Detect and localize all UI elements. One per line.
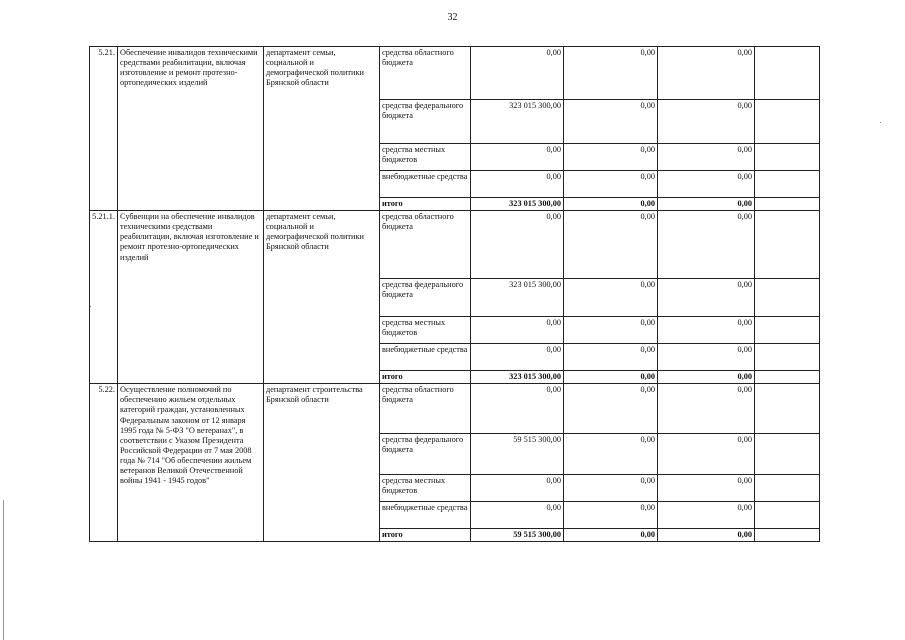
funding-source: внебюджетные средства	[380, 344, 471, 371]
funding-source: средства федерального бюджета	[380, 100, 471, 144]
empty-cell	[755, 434, 820, 475]
section-executor: департамент строительства Брянской области	[264, 384, 380, 542]
amount-v2: 0,00	[564, 171, 658, 198]
amount-v1: 323 015 300,00	[471, 100, 564, 144]
page-number: 32	[447, 12, 458, 23]
amount-v2: 0,00	[564, 344, 658, 371]
amount-v2: 0,00	[564, 100, 658, 144]
amount-v3: 0,00	[658, 434, 755, 475]
amount-v1: 0,00	[471, 384, 564, 434]
amount-v2: 0,00	[564, 279, 658, 317]
section-code: 5.21.	[90, 47, 118, 211]
amount-v1: 0,00	[471, 144, 564, 171]
table-row	[90, 47, 820, 100]
amount-v1: 59 515 300,00	[471, 434, 564, 475]
scan-margin-line	[3, 500, 4, 640]
empty-cell	[755, 529, 820, 542]
funding-source: средства местных бюджетов	[380, 317, 471, 344]
amount-v1: 0,00	[471, 47, 564, 100]
budget-table	[89, 46, 820, 542]
funding-source: средства областного бюджета	[380, 47, 471, 100]
funding-source: средства областного бюджета	[380, 211, 471, 279]
funding-source: средства местных бюджетов	[380, 475, 471, 502]
amount-v3: 0,00	[658, 475, 755, 502]
amount-v2: 0,00	[564, 529, 658, 542]
empty-cell	[755, 317, 820, 344]
funding-source: итого	[380, 529, 471, 542]
funding-source: внебюджетные средства	[380, 171, 471, 198]
funding-source: средства федерального бюджета	[380, 279, 471, 317]
amount-v2: 0,00	[564, 144, 658, 171]
amount-v1: 59 515 300,00	[471, 529, 564, 542]
empty-cell	[755, 384, 820, 434]
amount-v2: 0,00	[564, 47, 658, 100]
amount-v3: 0,00	[658, 47, 755, 100]
section-code: 5.21.1.	[90, 211, 118, 384]
funding-source: средства областного бюджета	[380, 384, 471, 434]
amount-v1: 0,00	[471, 502, 564, 529]
empty-cell	[755, 198, 820, 211]
amount-v1: 0,00	[471, 317, 564, 344]
amount-v3: 0,00	[658, 100, 755, 144]
amount-v2: 0,00	[564, 317, 658, 344]
empty-cell	[755, 211, 820, 279]
funding-source: средства федерального бюджета	[380, 434, 471, 475]
amount-v2: 0,00	[564, 475, 658, 502]
funding-source: итого	[380, 198, 471, 211]
amount-v1: 0,00	[471, 171, 564, 198]
amount-v2: 0,00	[564, 371, 658, 384]
amount-v2: 0,00	[564, 211, 658, 279]
section-executor: департамент семьи, социальной и демографической политики Брянской области	[264, 211, 380, 384]
amount-v2: 0,00	[564, 434, 658, 475]
empty-cell	[755, 171, 820, 198]
amount-v3: 0,00	[658, 198, 755, 211]
amount-v3: 0,00	[658, 317, 755, 344]
section-name: Субвенции на обеспечение инвалидов техническими средствами реабилитации, включая изготовление и ремонт протезно-ортопедических изделий	[118, 211, 264, 384]
amount-v3: 0,00	[658, 371, 755, 384]
funding-source: средства местных бюджетов	[380, 144, 471, 171]
amount-v3: 0,00	[658, 279, 755, 317]
funding-source: итого	[380, 371, 471, 384]
section-name: Обеспечение инвалидов техническими средствами реабилитации, включая изготовление и ремонт протезно-ортопедических изделий	[118, 47, 264, 211]
section-code: 5.22.	[90, 384, 118, 542]
section-executor: департамент семьи, социальной и демографической политики Брянской области	[264, 47, 380, 211]
funding-source: внебюджетные средства	[380, 502, 471, 529]
empty-cell	[755, 47, 820, 100]
amount-v2: 0,00	[564, 384, 658, 434]
section-name: Осуществление полномочий по обеспечению жильем отдельных категорий граждан, установленных Федеральным законом от 12 января 1995 года № 5-ФЗ "О ветеранах", в соответствии с Указом Президента Российской Федерации от 7 мая 2008 года № 714 "Об обеспечении жильем ветеранов Великой Отечественной войны 1941 - 1945 годов"	[118, 384, 264, 542]
amount-v3: 0,00	[658, 211, 755, 279]
empty-cell	[755, 475, 820, 502]
amount-v3: 0,00	[658, 529, 755, 542]
empty-cell	[755, 144, 820, 171]
table-row	[90, 211, 820, 279]
amount-v2: 0,00	[564, 502, 658, 529]
amount-v3: 0,00	[658, 384, 755, 434]
amount-v1: 0,00	[471, 475, 564, 502]
empty-cell	[755, 279, 820, 317]
amount-v1: 323 015 300,00	[471, 198, 564, 211]
amount-v3: 0,00	[658, 344, 755, 371]
scan-speck	[90, 306, 91, 307]
amount-v3: 0,00	[658, 502, 755, 529]
table-row	[90, 384, 820, 434]
empty-cell	[755, 371, 820, 384]
amount-v2: 0,00	[564, 198, 658, 211]
empty-cell	[755, 344, 820, 371]
amount-v1: 323 015 300,00	[471, 279, 564, 317]
empty-cell	[755, 100, 820, 144]
amount-v3: 0,00	[658, 171, 755, 198]
amount-v3: 0,00	[658, 144, 755, 171]
scan-speck	[880, 122, 881, 123]
empty-cell	[755, 502, 820, 529]
amount-v1: 0,00	[471, 211, 564, 279]
amount-v1: 323 015 300,00	[471, 371, 564, 384]
amount-v1: 0,00	[471, 344, 564, 371]
